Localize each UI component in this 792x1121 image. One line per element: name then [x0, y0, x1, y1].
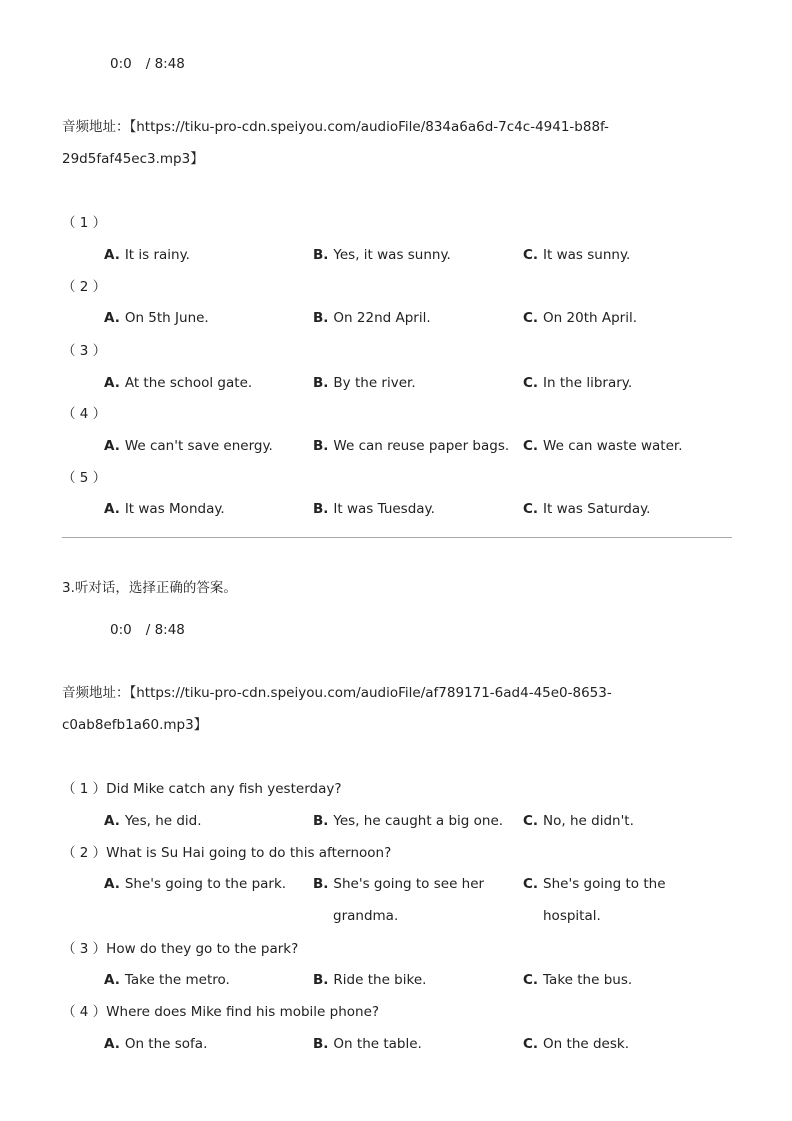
option-b[interactable]: B. We can reuse paper bags. [313, 438, 510, 454]
question-number: （ 4 ） [62, 406, 107, 422]
audio-address-label: 音频地址： [62, 119, 130, 135]
question-number: （ 2 ） [62, 845, 107, 861]
option-c[interactable]: C. On 20th April. [523, 310, 637, 326]
audio-total-time: 8:48 [154, 56, 185, 72]
audio-url-part2: c0ab8efb1a60.mp3 [62, 717, 194, 733]
audio-address-cont: c0ab8efb1a60.mp3】 [62, 717, 208, 733]
audio-address: 音频地址：【https://tiku-pro-cdn.speiyou.com/audioFile/af789171-6ad4-45e0-8653- [62, 685, 612, 701]
question-number: （ 3 ） [62, 343, 107, 359]
audio-address: 音频地址：【https://tiku-pro-cdn.speiyou.com/audioFile/834a6a6d-7c4c-4941-b88f- [62, 119, 609, 135]
option-a[interactable]: A. She's going to the park. [104, 876, 287, 892]
question-number: （ 1 ） [62, 215, 107, 231]
section-heading: 3.听对话，选择正确的答案。 [62, 580, 237, 596]
question-number: （ 1 ） [62, 781, 107, 797]
option-c[interactable]: C. She's going to the [523, 876, 666, 892]
audio-player-time[interactable]: 0:0 / 8:48 [110, 622, 185, 638]
option-b[interactable]: B. By the river. [313, 375, 416, 391]
option-c[interactable]: C. We can waste water. [523, 438, 683, 454]
option-b[interactable]: B. It was Tuesday. [313, 501, 435, 517]
question-text: What is Su Hai going to do this afternoon? [106, 845, 392, 861]
option-a[interactable]: A. On the sofa. [104, 1036, 208, 1052]
option-a[interactable]: A. We can't save energy. [104, 438, 273, 454]
audio-current-time: 0:0 [110, 622, 132, 638]
question-stem [62, 779, 342, 799]
option-c-continued[interactable]: hospital. [543, 908, 601, 924]
option-a[interactable]: A. It is rainy. [104, 247, 190, 263]
question-text: Where does Mike find his mobile phone? [106, 1004, 380, 1020]
question-stem [62, 843, 391, 863]
option-a[interactable]: A. At the school gate. [104, 375, 253, 391]
question-number: （ 2 ） [62, 279, 107, 295]
question-text: How do they go to the park? [106, 941, 299, 957]
option-b[interactable]: B. Yes, he caught a big one. [313, 813, 504, 829]
audio-url-part2: 29d5faf45ec3.mp3 [62, 151, 191, 167]
option-a[interactable]: A. On 5th June. [104, 310, 209, 326]
question-stem [62, 1002, 379, 1022]
question-text: Did Mike catch any fish yesterday? [106, 781, 342, 797]
audio-current-time: 0:0 [110, 56, 132, 72]
question-number: （ 5 ） [62, 470, 107, 486]
option-a[interactable]: A. It was Monday. [104, 501, 225, 517]
option-b[interactable]: B. She's going to see her [313, 876, 485, 892]
option-c[interactable]: C. In the library. [523, 375, 633, 391]
question-stem [62, 939, 298, 959]
option-c[interactable]: C. On the desk. [523, 1036, 629, 1052]
option-c[interactable]: C. No, he didn't. [523, 813, 634, 829]
option-a[interactable]: A. Take the metro. [104, 972, 230, 988]
option-b-continued[interactable]: grandma. [333, 908, 399, 924]
question-number: （ 3 ） [62, 941, 107, 957]
option-c[interactable]: C. It was Saturday. [523, 501, 651, 517]
audio-url-part1: https://tiku-pro-cdn.speiyou.com/audioFile/af789171-6ad4-45e0-8653- [136, 685, 612, 701]
option-b[interactable]: B. On 22nd April. [313, 310, 431, 326]
option-c[interactable]: C. It was sunny. [523, 247, 631, 263]
question-number: （ 4 ） [62, 1004, 107, 1020]
option-b[interactable]: B. Ride the bike. [313, 972, 427, 988]
audio-address-label: 音频地址： [62, 685, 130, 701]
option-a[interactable]: A. Yes, he did. [104, 813, 202, 829]
audio-address-cont: 29d5faf45ec3.mp3】 [62, 151, 204, 167]
audio-player-time[interactable]: 0:0 / 8:48 [110, 56, 185, 72]
section-divider [62, 537, 732, 538]
option-c[interactable]: C. Take the bus. [523, 972, 633, 988]
option-b[interactable]: B. Yes, it was sunny. [313, 247, 451, 263]
audio-url-part1: https://tiku-pro-cdn.speiyou.com/audioFile/834a6a6d-7c4c-4941-b88f- [136, 119, 609, 135]
option-b[interactable]: B. On the table. [313, 1036, 422, 1052]
audio-total-time: 8:48 [154, 622, 185, 638]
